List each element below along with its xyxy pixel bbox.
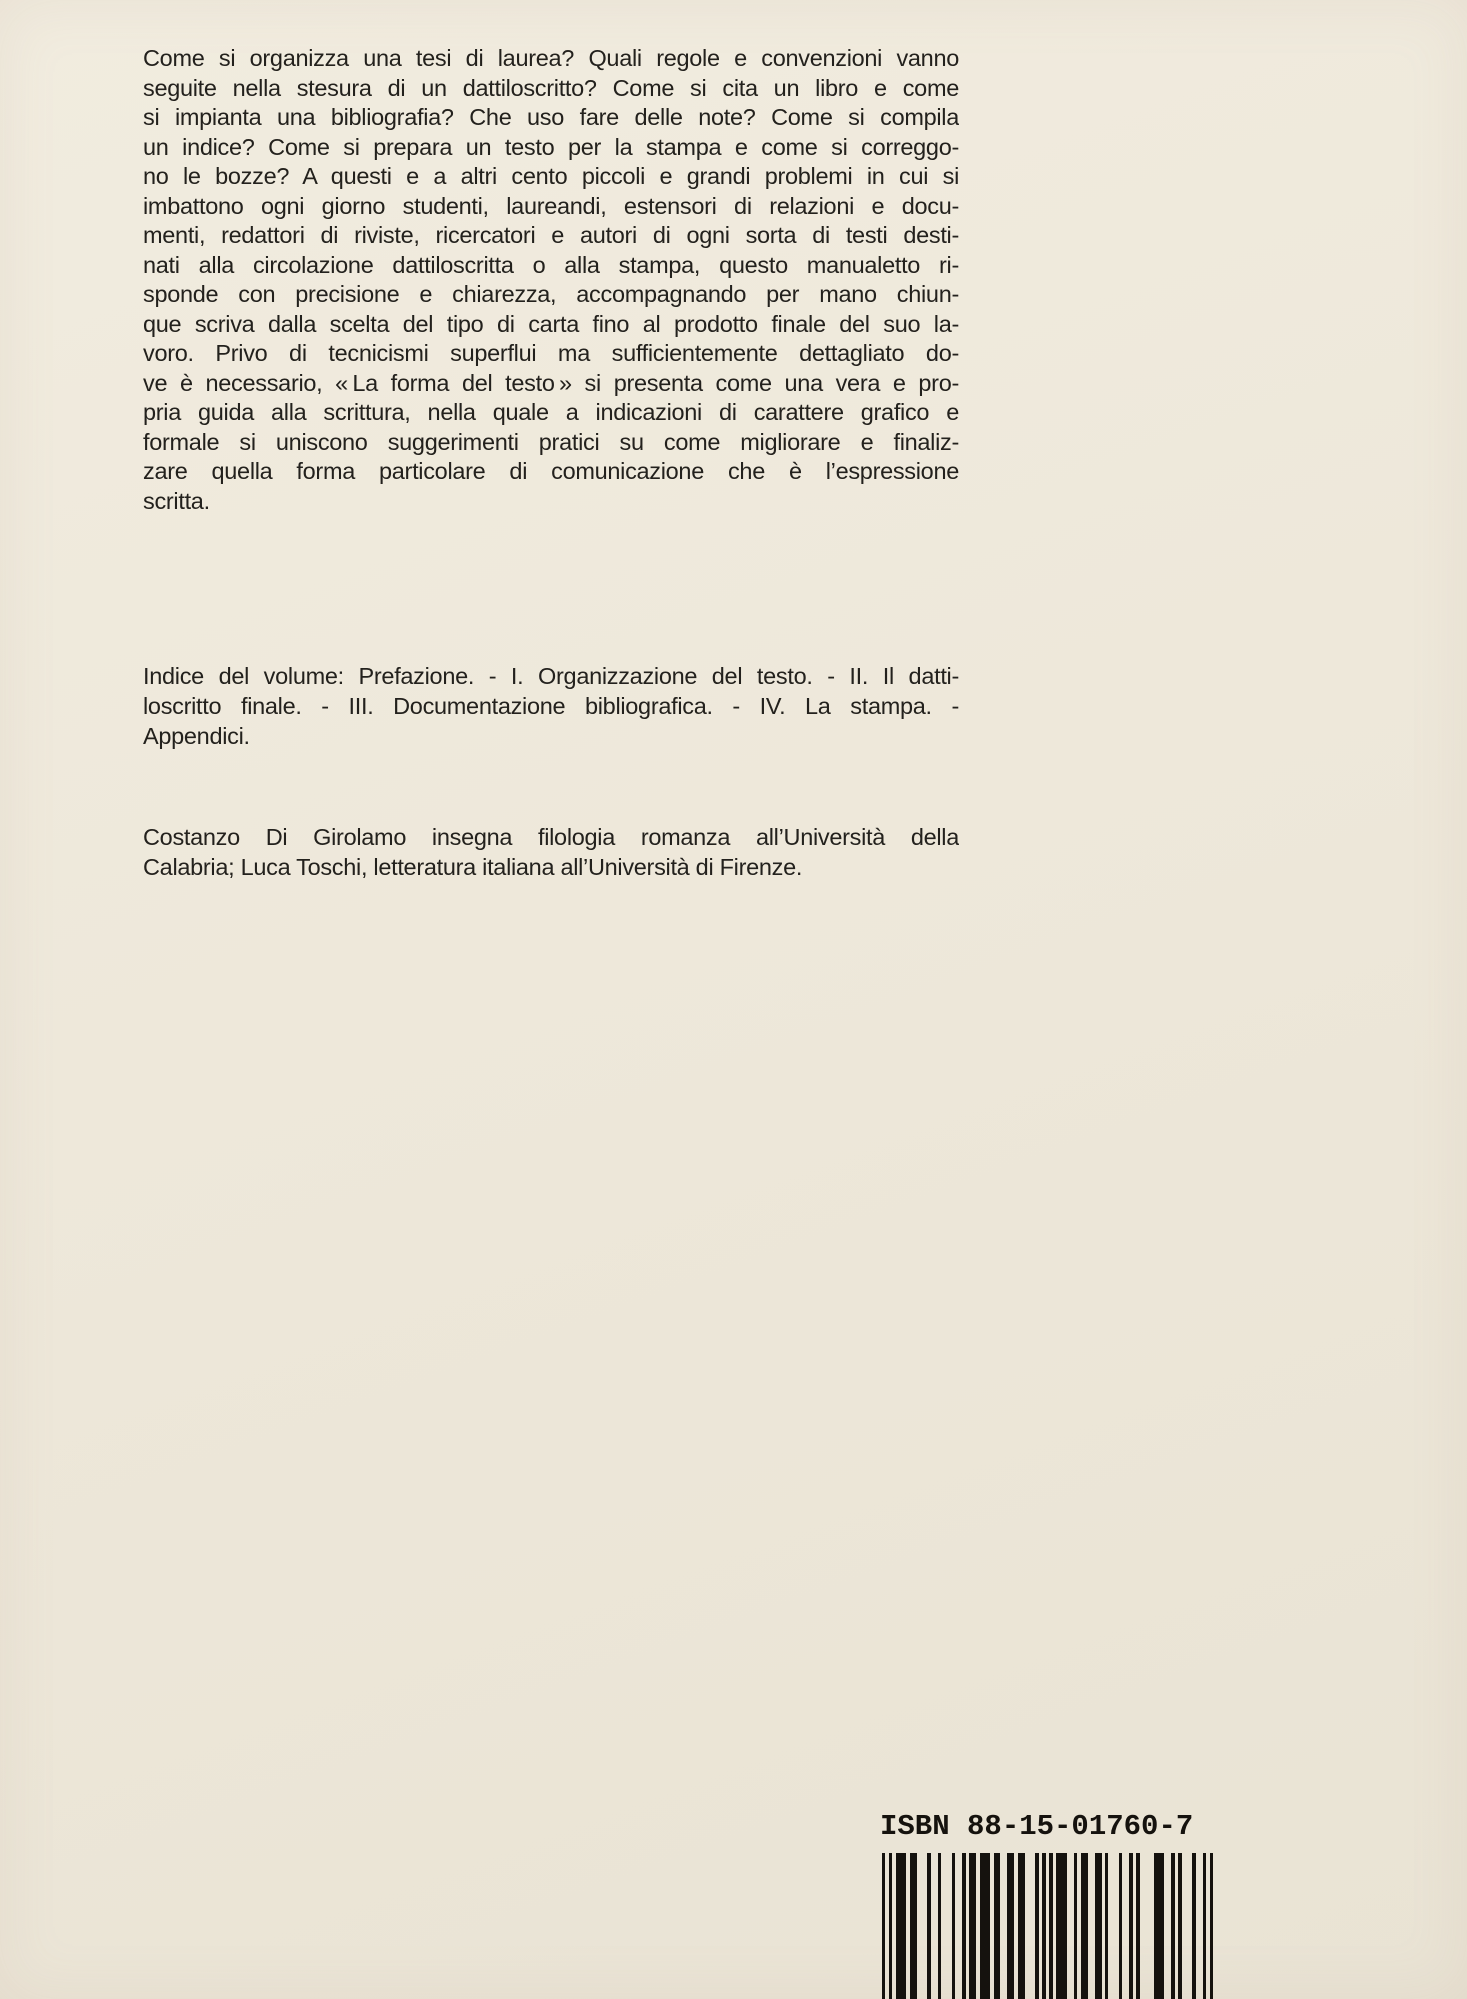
barcode-gap [1025, 1853, 1035, 1999]
barcode-bar [1210, 1853, 1213, 1999]
blurb-line: que scriva dalla scelta del tipo di carta fino al prodotto finale del suo la- [143, 310, 959, 337]
barcode-gap [931, 1853, 938, 1999]
index-line: Indice del volume: Prefazione. - I. Organizzazione del testo. - II. Il datti- [143, 663, 959, 689]
isbn-label: ISBN 88-15-01760-7 [880, 1810, 1194, 1843]
barcode-bar [1095, 1853, 1102, 1999]
barcode-bar [969, 1853, 976, 1999]
blurb-line: formale si uniscono suggerimenti pratici su come migliorare e finaliz- [143, 428, 959, 455]
blurb-line: seguite nella stesura di un dattiloscritto? Come si cita un libro e come [143, 74, 959, 101]
barcode-bar [1056, 1853, 1066, 1999]
blurb-line: menti, redattori di riviste, ricercatori e autori di ogni sorta di testi desti- [143, 222, 959, 248]
blurb-line: scritta. [143, 487, 210, 514]
blurb-line: sponde con precisione e chiarezza, accompagnando per mano chiun- [143, 281, 959, 307]
barcode-gap [1108, 1853, 1118, 1999]
barcode-bar [980, 1853, 990, 1999]
blurb-line: voro. Privo di tecnicismi superflui ma sufficientemente dettagliato do- [143, 340, 959, 366]
index-paragraph [143, 661, 959, 751]
authors-line: Calabria; Luca Toschi, letteratura italiana all’Università di Firenze. [143, 854, 803, 880]
barcode-gap [1182, 1853, 1192, 1999]
isbn-barcode [882, 1853, 1213, 1999]
authors-paragraph [143, 822, 959, 882]
barcode-bar [1154, 1853, 1164, 1999]
barcode-bar [994, 1853, 1001, 1999]
barcode-gap [1067, 1853, 1074, 1999]
index-line: loscritto finale. - III. Documentazione bibliografica. - IV. La stampa. - [143, 693, 959, 719]
barcode-gap [955, 1853, 962, 1999]
barcode-gap [1196, 1853, 1203, 1999]
barcode-bar [1007, 1853, 1014, 1999]
blurb-line: pria guida alla scrittura, nella quale a indicazioni di carattere grafico e [143, 399, 959, 425]
barcode-gap [917, 1853, 927, 1999]
barcode-bar [1081, 1853, 1088, 1999]
blurb-paragraph [143, 44, 959, 516]
index-line: Appendici. [143, 723, 250, 749]
barcode-bar [1018, 1853, 1025, 1999]
barcode-gap [1088, 1853, 1095, 1999]
blurb-line: ve è necessario, « La forma del testo » si presenta come una vera e pro- [143, 369, 959, 396]
barcode-bar [896, 1853, 906, 1999]
barcode-gap [941, 1853, 951, 1999]
barcode-gap [1122, 1853, 1129, 1999]
barcode-gap [1164, 1853, 1171, 1999]
blurb-line: no le bozze? A questi e a altri cento piccoli e grandi problemi in cui si [143, 163, 959, 189]
barcode-gap [1000, 1853, 1007, 1999]
authors-line: Costanzo Di Girolamo insegna filologia romanza all’Università della [143, 824, 959, 850]
blurb-line: nati alla circolazione dattiloscritta o alla stampa, questo manualetto ri- [143, 251, 959, 278]
blurb-line: si impianta una bibliografia? Che uso fare delle note? Come si compila [143, 104, 959, 130]
blurb-line: zare quella forma particolare di comunicazione che è l’espressione [143, 458, 959, 484]
blurb-line: imbattono ogni giorno studenti, laureandi, estensori di relazioni e docu- [143, 192, 959, 219]
barcode-gap [1140, 1853, 1154, 1999]
barcode-bar [910, 1853, 917, 1999]
blurb-line: Come si organizza una tesi di laurea? Quali regole e convenzioni vanno [143, 45, 959, 71]
blurb-line: un indice? Come si prepara un testo per la stampa e come si correggo- [143, 133, 959, 160]
